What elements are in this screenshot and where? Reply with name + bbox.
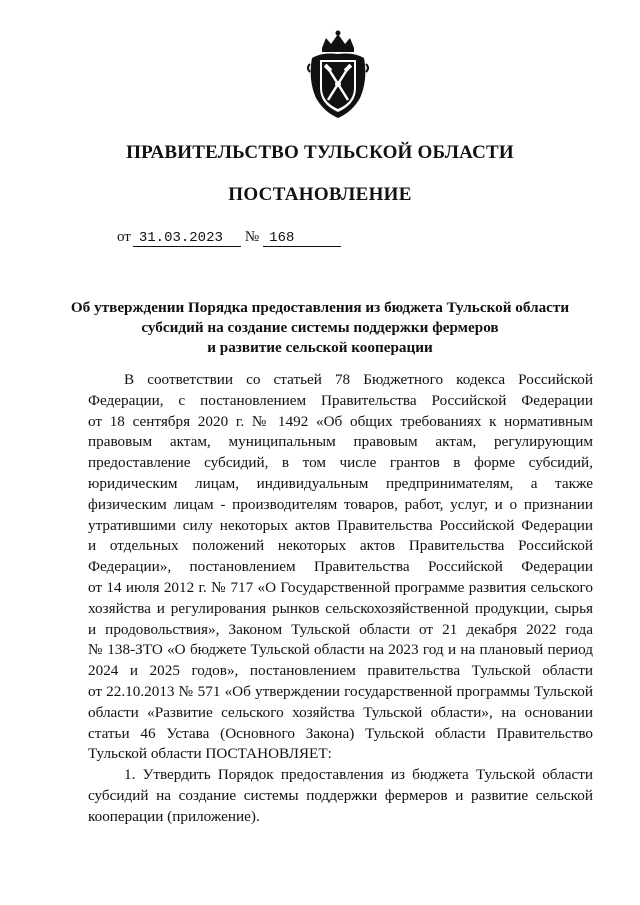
preamble-line: области «Развитие сельского хозяйства Тульской области», на основании: [88, 703, 593, 721]
preamble-line: № 138-ЗТО «О бюджете Тульской области на 2023 год и на плановый период: [88, 641, 593, 659]
item-1-line: 1. Утвердить Порядок предоставления из бюджета Тульской области: [124, 766, 593, 784]
preamble-line: от 14 июля 2012 г. № 717 «О Государственной программе развития сельского: [88, 578, 593, 596]
organization-title: ПРАВИТЕЛЬСТВО ТУЛЬСКОЙ ОБЛАСТИ: [126, 142, 514, 163]
preamble-line: хозяйства и регулирования рынков сельскохозяйственной продукции, сырья: [88, 599, 593, 617]
preamble-line: Федерации, с постановлением Правительства Российской Федерации: [88, 391, 593, 409]
preamble-line: 2024 и 2025 годов», постановлением правительства Тульской области: [88, 662, 593, 680]
document-subject: [60, 298, 580, 358]
subject-line: и развитие сельской кооперации: [207, 339, 433, 356]
preamble-line: правовым актам, муниципальным правовым актам, регулирующим: [88, 433, 593, 451]
preamble-line: юридическим лицам, индивидуальным предпринимателям, а также: [88, 474, 593, 492]
item-1-line: субсидий на создание системы поддержки фермеров и развитие сельской: [88, 786, 593, 804]
preamble-line: Федерации», постановлением Правительства Российской Федерации: [88, 558, 593, 576]
subject-line: субсидий на создание системы поддержки фермеров: [141, 319, 499, 336]
preamble-line: физическим лицам - производителям товаров, работ, услуг, и о признании: [88, 495, 593, 513]
document-meta: [117, 229, 341, 247]
number-value: 168: [263, 230, 341, 247]
preamble-line: от 22.10.2013 № 571 «Об утверждении государственной программы Тульской: [88, 682, 593, 700]
subject-line: Об утверждении Порядка предоставления из бюджета Тульской области: [70, 299, 570, 316]
preamble-line: утратившими силу некоторых актов Правительства Российской Федерации: [88, 516, 593, 534]
tula-region-coat-of-arms-icon: [304, 28, 372, 120]
preamble-line: предоставление субсидий, в том числе грантов в форме субсидий,: [88, 454, 593, 472]
preamble-line: В соответствии со статьей 78 Бюджетного кодекса Российской: [124, 371, 593, 388]
date-label: от: [117, 229, 131, 245]
preamble-line: и отдельных положений некоторых актов Правительства Российской: [88, 537, 593, 555]
document-type-heading: ПОСТАНОВЛЕНИЕ: [228, 184, 412, 205]
preamble-line: статьи 46 Устава (Основного Закона) Тульской области Правительство: [88, 724, 593, 742]
document-body: [88, 370, 593, 828]
number-label: №: [244, 229, 260, 245]
item-1-line: кооперации (приложение).: [88, 807, 260, 825]
preamble-line: Тульской области ПОСТАНОВЛЯЕТ:: [88, 745, 332, 763]
date-value: 31.03.2023: [133, 230, 241, 247]
preamble-line: от 18 сентября 2020 г. № 1492 «Об общих требованиях к нормативным: [88, 412, 593, 430]
preamble-line: и продовольствия», Законом Тульской области от 21 декабря 2022 года: [88, 620, 593, 638]
